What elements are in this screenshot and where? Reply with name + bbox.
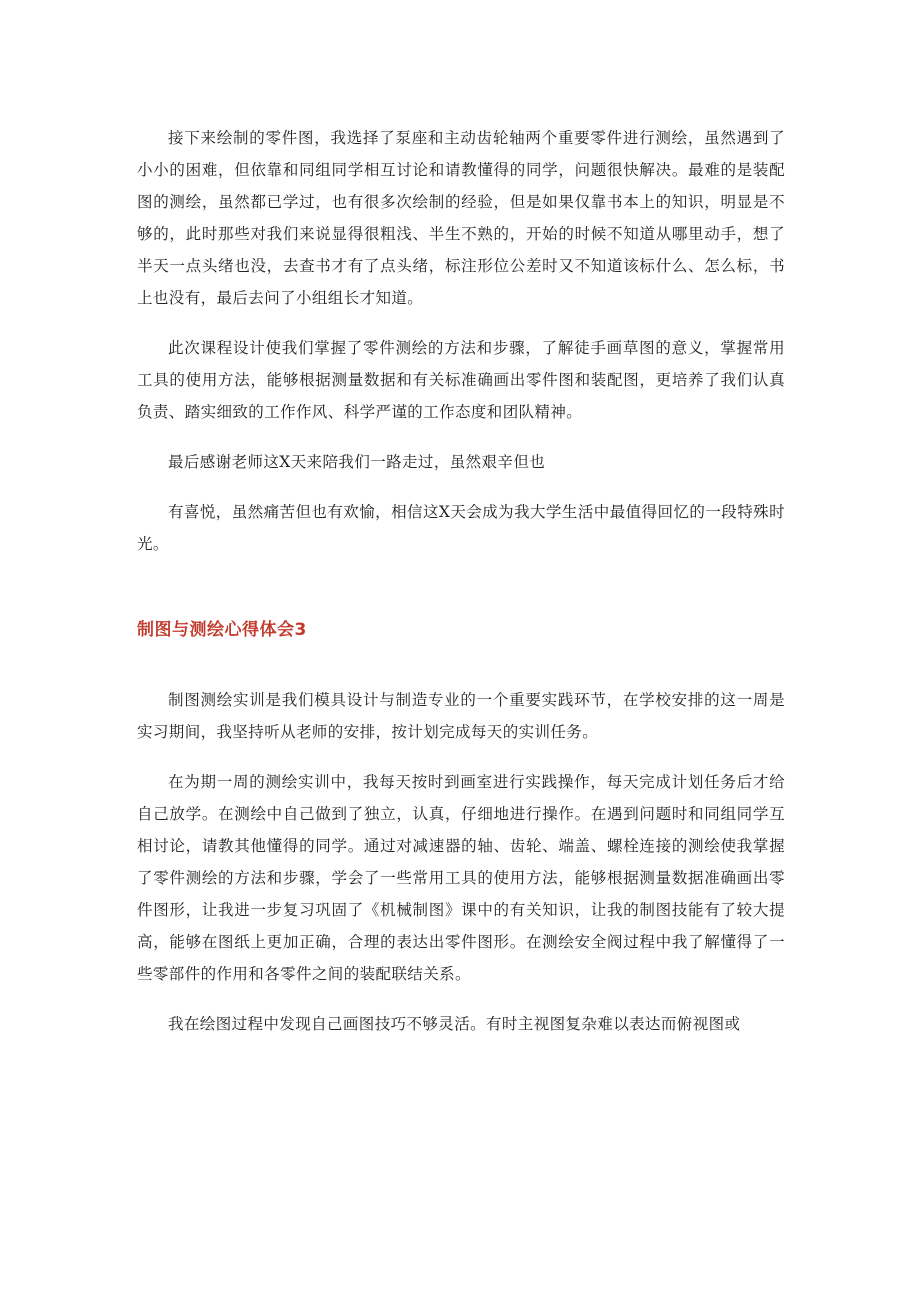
paragraph-thanks-line1: 最后感谢老师这X天来陪我们一路走过，虽然艰辛但也 xyxy=(168,453,546,471)
section-heading: 制图与测绘心得体会3 xyxy=(137,620,307,640)
paragraph-course-design: 此次课程设计使我们掌握了零件测绘的方法和步骤，了解徒手画草图的意义，掌握常用工具的使用方法，能够根据测量数据和有关标准确画出零件图和装配图，更培养了我们认真负责、踏实细致的工作作风、科学严谨的工作态度和团队精神。 xyxy=(137,339,785,421)
paragraph-thanks-line2: 有喜悦，虽然痛苦但也有欢愉，相信这X天会成为我大学生活中最值得回忆的一段特殊时光。 xyxy=(137,503,785,553)
paragraph-training-intro: 制图测绘实训是我们模具设计与制造专业的一个重要实践环节，在学校安排的这一周是实习期间，我坚持听从老师的安排，按计划完成每天的实训任务。 xyxy=(137,691,785,741)
paragraph-drawing-skills: 我在绘图过程中发现自己画图技巧不够灵活。有时主视图复杂难以表达而俯视图或 xyxy=(168,1015,741,1033)
paragraph-training-week: 在为期一周的测绘实训中，我每天按时到画室进行实践操作，每天完成计划任务后才给自己放学。在测绘中自己做到了独立，认真，仔细地进行操作。在遇到问题时和同组同学互相讨论，请教其他懂得的同学。通过对减速器的轴、齿轮、端盖、螺栓连接的测绘使我掌握了零件测绘的方法和步骤，学会了一些常用工具的使用方法，能够根据测量数据准确画出零件图形，让我进一步复习巩固了《机械制图》课中的有关知识，让我的制图技能有了较大提高，能够在图纸上更加正确，合理的表达出零件图形。在测绘安全阀过程中我了解懂得了一些零部件的作用和各零件之间的装配联结关系。 xyxy=(137,773,785,983)
paragraph-part-drawing: 接下来绘制的零件图，我选择了泵座和主动齿轮轴两个重要零件进行测绘，虽然遇到了小小的困难，但依靠和同组同学相互讨论和请教懂得的同学，问题很快解决。最难的是装配图的测绘，虽然都已学过，也有很多次绘制的经验，但是如果仅靠书本上的知识，明显是不够的，此时那些对我们来说显得很粗浅、半生不熟的，开始的时候不知道从哪里动手，想了半天一点头绪也没，去查书才有了点头绪，标注形位公差时又不知道该标什么、怎么标，书上也没有，最后去问了小组组长才知道。 xyxy=(137,129,785,307)
